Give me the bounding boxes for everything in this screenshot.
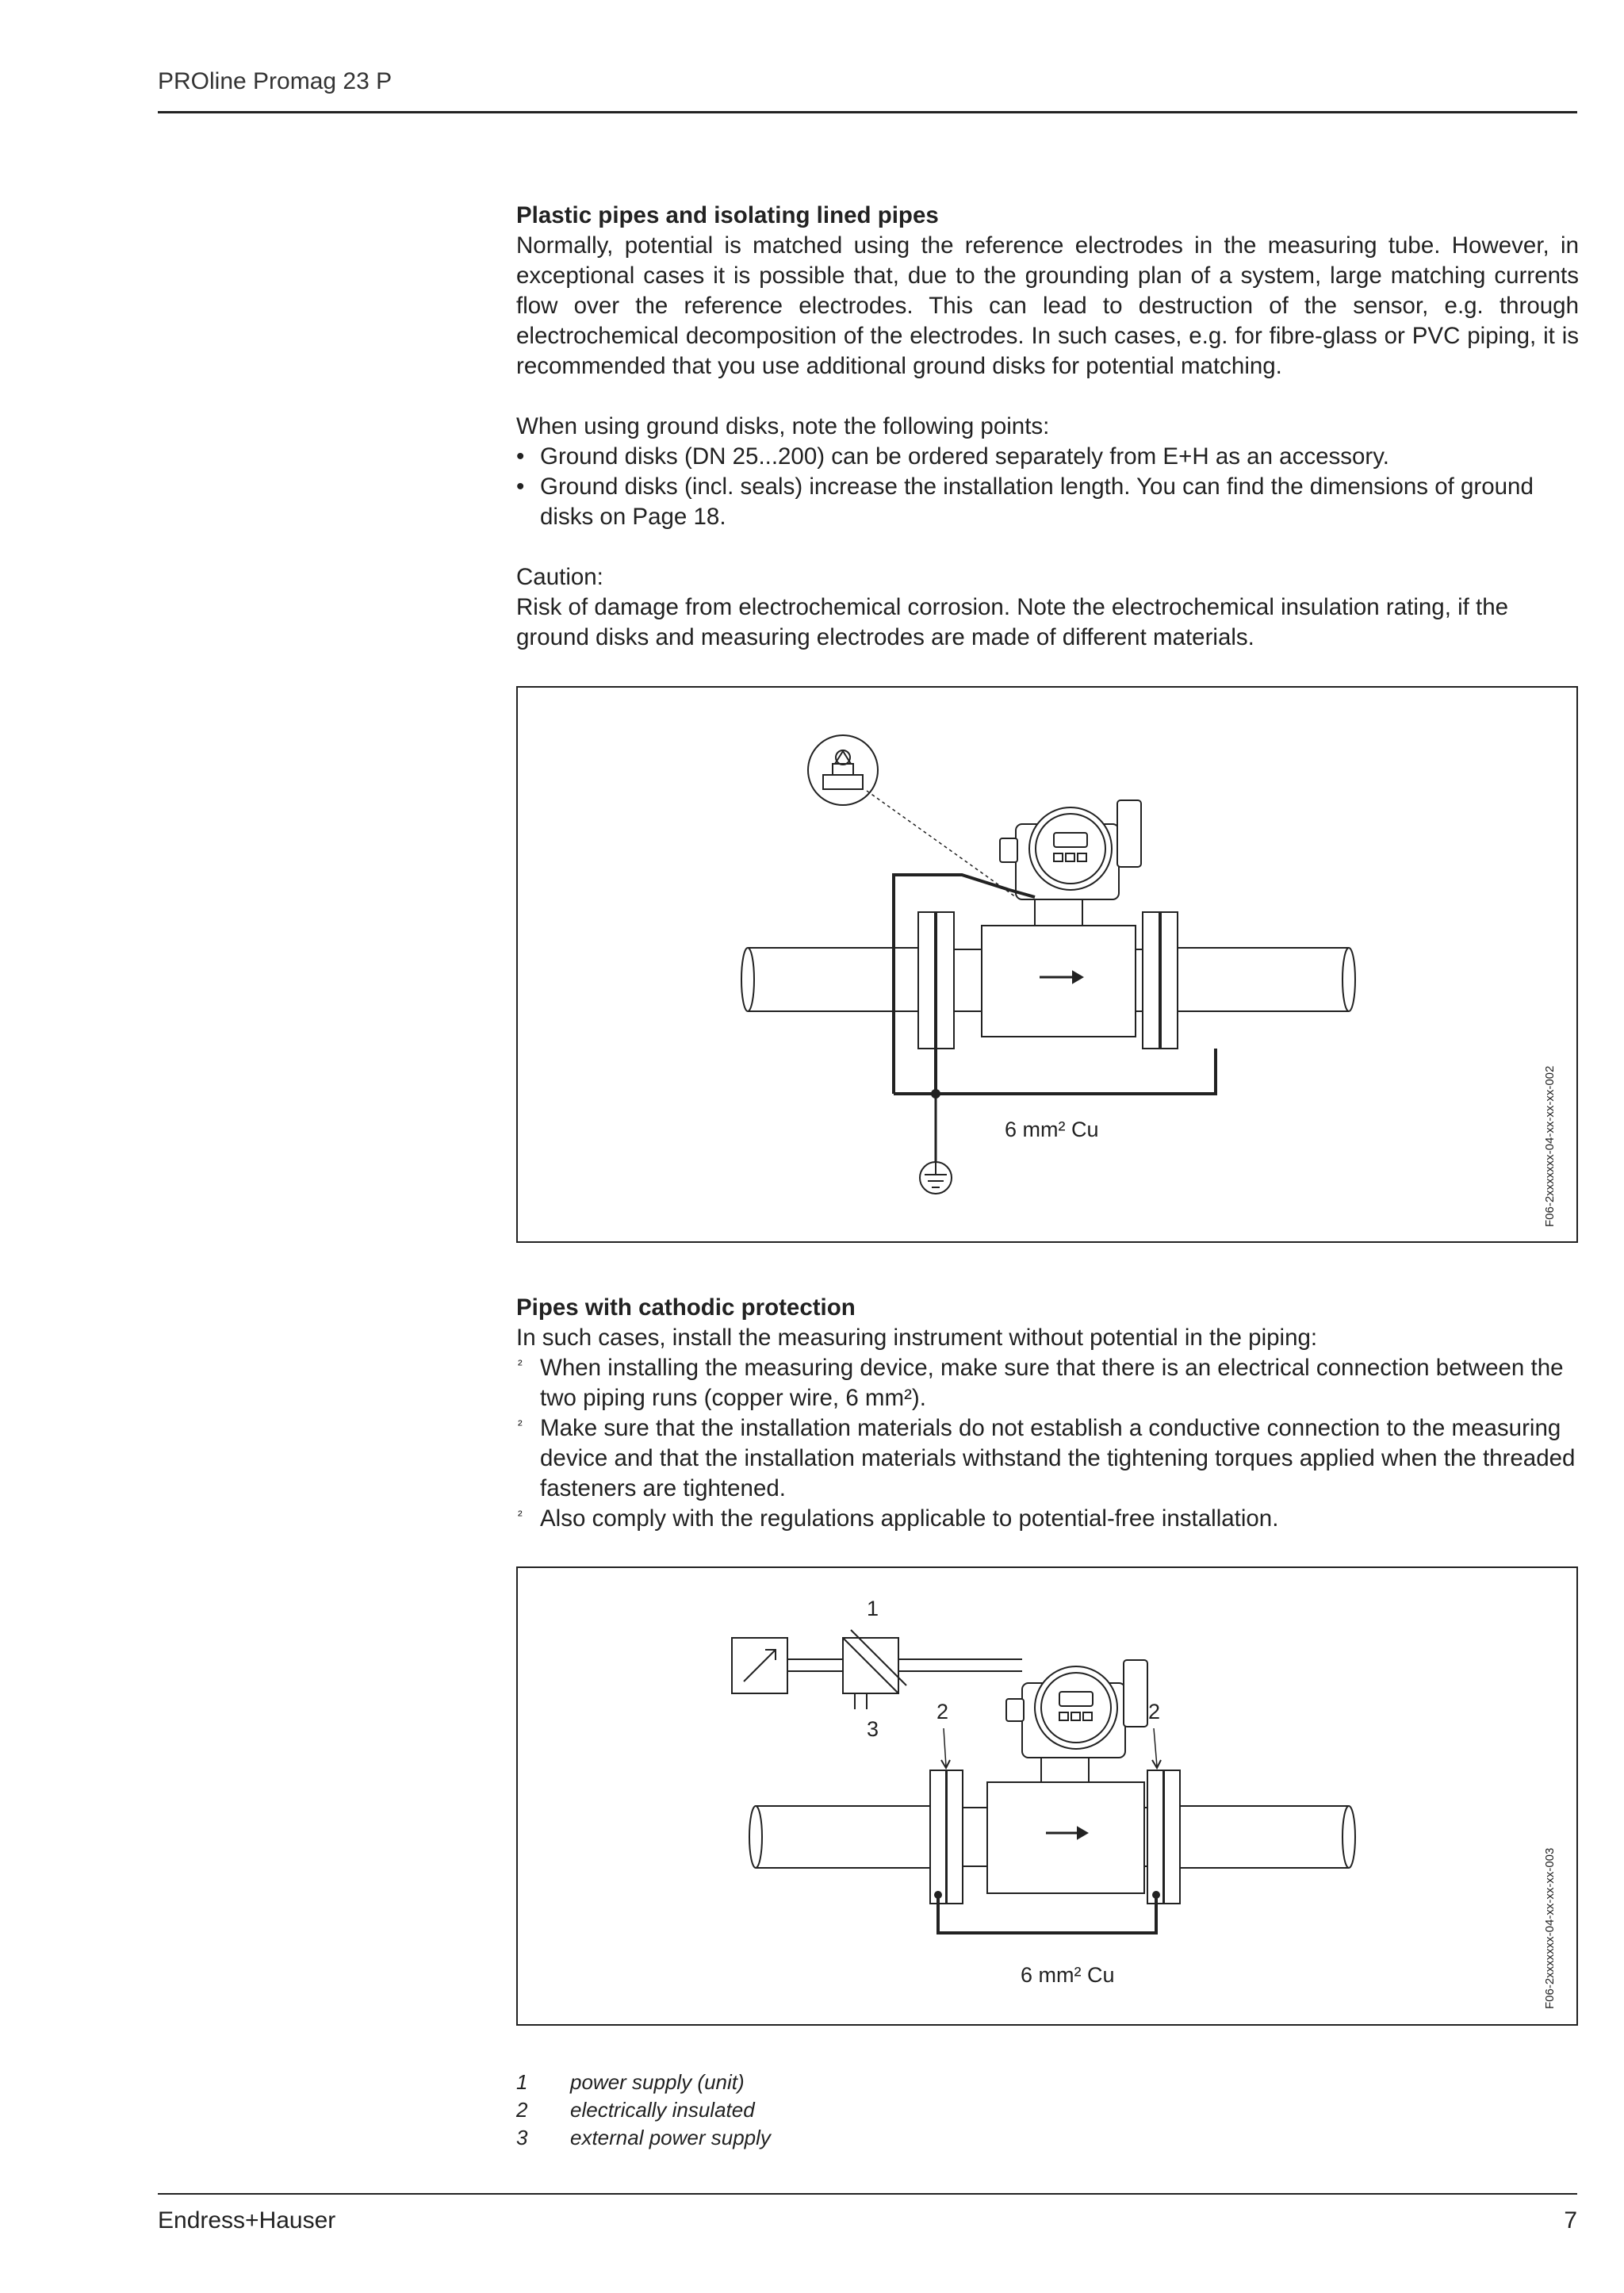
callout-2-left: 2 [936,1700,949,1724]
bullet-mark: ² [518,1357,523,1372]
sensor-body [987,1782,1144,1893]
right-flange [1147,1770,1163,1904]
ground-disk-diagram [518,688,1576,1241]
left-pipe [756,1806,938,1868]
bullet-mark: ² [518,1508,523,1523]
detail-magnifier-icon [808,735,878,805]
ground-disks-intro: When using ground disks, note the following points: [516,413,1050,439]
right-pipe [1160,948,1349,1011]
wire-label: 6 mm² Cu [1005,1118,1099,1141]
figure-code: F06-2xxxxxxx-04-xx-xx-xx-003 [1543,1847,1557,2009]
cathodic-diagram [518,1568,1576,2024]
ground-disks-list [516,442,1579,532]
callout-1: 1 [867,1597,879,1620]
figure-code: F06-2xxxxxxx-04-xx-xx-xx-002 [1543,1065,1557,1227]
left-flange [918,912,936,1049]
list-item: ² When installing the measuring device, make sure that there is an electrical connection between the two piping runs (copper wire, 6 mm²). [516,1353,1579,1413]
right-flange-mate [1143,912,1160,1049]
caution-text: Risk of damage from electrochemical corrosion. Note the electrochemical insulation rating, if the ground disks and measuring electrodes are made of different materials. [516,594,1509,650]
footer-rule [158,2193,1577,2195]
bullet-mark: • [516,443,525,470]
list-item: ² Make sure that the installation materials do not establish a conductive connection to the measuring device and that the installation materials withstand the tightening torques applied when the threaded fasteners are tightened. [516,1413,1579,1504]
section-heading: Pipes with cathodic protection [516,1294,856,1321]
list-item: • Ground disks (DN 25...200) can be ordered separately from E+H as an accessory. [516,442,1579,472]
junction-dot [931,1089,940,1099]
footer-brand: Endress+Hauser [158,2207,336,2234]
bullet-mark: • [516,474,525,500]
figure-cathodic-protection [516,1566,1578,2026]
legend-item: 2 electrically insulated [516,2098,755,2122]
page-number: 7 [1564,2207,1577,2234]
figure-ground-disks [516,686,1578,1243]
section-plastic-pipes [516,201,1579,653]
callout-2-right: 2 [1148,1700,1161,1724]
section-heading: Plastic pipes and isolating lined pipes [516,202,939,228]
list-item: ² Also comply with the regulations applicable to potential-free installation. [516,1504,1579,1534]
section-cathodic-protection [516,1293,1579,1534]
display-ring [1029,807,1112,890]
section-intro: In such cases, install the measuring instrument without potential in the piping: [516,1325,1318,1351]
bullet-mark: ² [518,1417,523,1432]
left-pipe [748,948,936,1011]
transmitter-neck [1041,1755,1089,1782]
figure-legend [516,2069,771,2152]
right-flange [1160,912,1178,1049]
left-flange [930,1770,946,1904]
right-pipe [1160,1806,1349,1868]
left-flange-mate [936,912,954,1049]
display-ring [1035,1666,1117,1749]
legend-item: 3 external power supply [516,2126,771,2149]
header-rule [158,111,1577,113]
right-pipe-end [1342,948,1355,1011]
bonding-wire [938,1895,1156,1933]
legend-item: 1 power supply (unit) [516,2070,745,2094]
cathodic-list [516,1353,1579,1534]
transmitter-neck [1035,897,1082,926]
callout-3: 3 [867,1717,879,1741]
section-paragraph: Normally, potential is matched using the reference electrodes in the measuring tube. However, in exceptional cases it is possible that, due to the grounding plan of a system, large matching currents flow over the reference electrodes. This can lead to destruction of the sensor, e.g. through electrochemical decomposition of the electrodes. In such cases, e.g. for fibre-glass or PVC piping, it is recommended that you use additional ground disks for potential matching. [516,232,1579,379]
left-pipe-end [741,948,754,1011]
caution-label: Caution: [516,564,603,590]
sensor-body [982,926,1136,1037]
list-item: • Ground disks (incl. seals) increase the installation length. You can find the dimensions of ground disks on Page 18. [516,474,1534,530]
page-header-title: PROline Promag 23 P [158,68,393,94]
wire-label: 6 mm² Cu [1021,1963,1115,1987]
